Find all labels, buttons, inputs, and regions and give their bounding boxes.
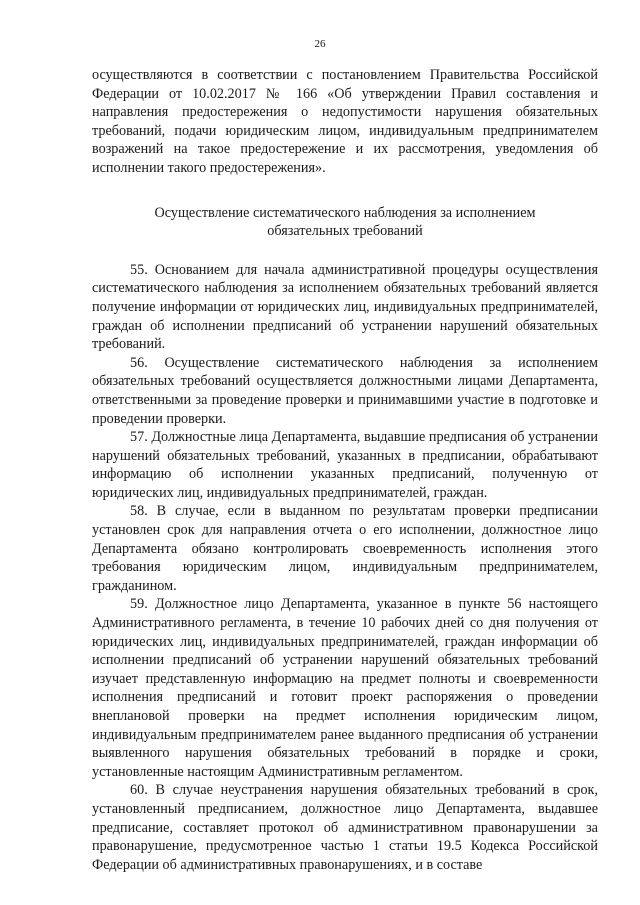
- section-heading-line-2: обязательных требований: [267, 223, 423, 240]
- section-heading-line-1: Осуществление систематического наблюдения за исполнением: [154, 204, 536, 221]
- paragraph-57: 57. Должностные лица Департамента, выдавшие предписания об устранении нарушений обязательных требований, указанных в предписании, обрабатывают информацию об исполнении указанных предписаний, полученную от юридических лиц, индивидуальных предпринимателей, граждан.: [92, 429, 598, 501]
- document-body: [92, 66, 598, 874]
- paragraph-60: 60. В случае неустранения нарушения обязательных требований в срок, установленный предписанием, должностное лицо Департамента, выдавшее предписание, составляет протокол об административном правонарушении за правонарушение, предусмотренное частью 1 статьи 19.5 Кодекса Российской Федерации об административных правонарушениях, и в составе: [92, 782, 598, 873]
- paragraph-58: 58. В случае, если в выданном по результатам проверки предписании установлен срок для направления отчета о его исполнении, должностное лицо Департамента обязано контролировать своевременность исполнения этого требования юридическим лицом, индивидуальным предпринимателем, гражданином.: [92, 503, 598, 594]
- paragraph-56: 56. Осуществление систематического наблюдения за исполнением обязательных требований осуществляется должностными лицами Департамента, ответственными за проведение проверки и принимавшими участие в подготовке и проведении проверки.: [92, 354, 598, 427]
- paragraph-continuation: осуществляются в соответствии с постановлением Правительства Российской Федерации от 10.02.2017 № 166 «Об утверждении Правил составления и направления предостережения о недопустимости нарушения обязательных требований, подачи юридическим лицом, индивидуальным предпринимателем возражений на такое предостережение и их рассмотрения, уведомления об исполнении такого предостережения».: [92, 67, 598, 176]
- paragraph-59: 59. Должностное лицо Департамента, указанное в пункте 56 настоящего Административного регламента, в течение 10 рабочих дней со дня получения от юридических лиц, индивидуальных предпринимателей, граждан информации об исполнении предписаний об устранении нарушений обязательных требований изучает представленную информацию на предмет полноты и своевременности исполнения предписаний и готовит проект распоряжения о проведении внеплановой проверки на предмет исполнения юридическим лицом, индивидуальным предпринимателем ранее выданного предписания об устранении выявленного нарушения обязательных требований в порядке и сроки, установленные настоящим Административным регламентом.: [92, 596, 598, 780]
- paragraph-55: 55. Основанием для начала административной процедуры осуществления систематического наблюдения за исполнением обязательных требований является получение информации от юридических лиц, индивидуальных предпринимателей, граждан об исполнении предписаний об устранении нарушений обязательных требований.: [92, 261, 598, 353]
- page-number: 26: [314, 38, 326, 50]
- section-heading: [92, 204, 598, 241]
